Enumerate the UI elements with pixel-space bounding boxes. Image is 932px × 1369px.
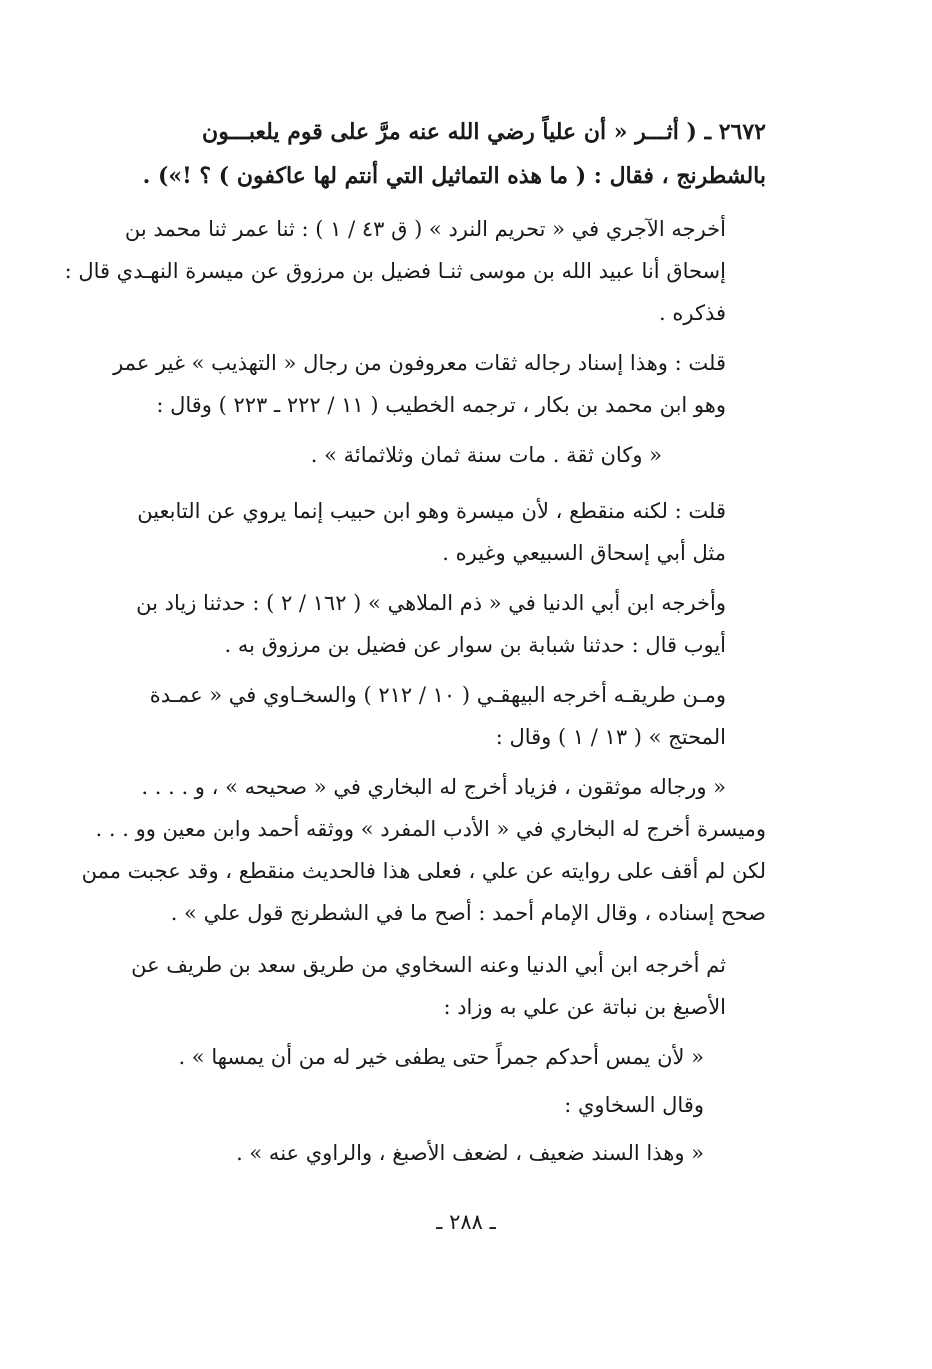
quote-sakhawi-long: [81, 766, 766, 934]
paragraph-line: قلت : لكنه منقطع ، لأن ميسرة وهو ابن حبيب إنما يروي عن التابعين: [137, 499, 726, 523]
page-body: [64, 110, 766, 1188]
hadith-heading: [96, 110, 766, 198]
quote-line: لكن لم أقف على روايته عن علي ، فعلى هذا فالحديث منقطع ، وقد عجبت ممن: [81, 859, 766, 883]
quote-daif: « وهذا السند ضعيف ، لضعف الأصبغ ، والراوي عنه » .: [236, 1141, 704, 1165]
paragraph-takhrij-ajurri: [64, 208, 766, 334]
quote-line: « ورجاله موثقون ، فزياد أخرج له البخاري في « صحيحه » ، و . . . .: [141, 775, 726, 799]
paragraph-line: ثم أخرجه ابن أبي الدنيا وعنه السخاوي من طريق سعد بن طريف عن: [131, 953, 726, 977]
paragraph-isnad-comment: [96, 342, 766, 426]
quote-line: وميسرة أخرج له البخاري في « الأدب المفرد » ووثقه أحمد وابن معين وو . . .: [95, 817, 766, 841]
paragraph-line: المحتج » ( ١٣ / ١ ) وقال :: [495, 725, 726, 749]
paragraph-bayhaqi: [96, 674, 766, 758]
paragraph-line: أيوب قال : حدثنا شبابة بن سوار عن فضيل بن مرزوق به .: [224, 633, 726, 657]
quote-addition: « لأن يمس أحدكم جمراً حتى يطفى خير له من أن يمسها » .: [178, 1045, 704, 1069]
quote-khatib: « وكان ثقة . مات سنة ثمان وثلاثمائة » .: [310, 443, 662, 467]
paragraph-line: مثل أبي إسحاق السبيعي وغيره .: [442, 541, 726, 565]
heading-line-2: بالشطرنج ، فقال : ( ما هذه التماثيل التي أنتم لها عاكفون ) ؟ !») .: [142, 163, 766, 189]
heading-line-1: ٢٦٧٢ ـ ( أثـــر « أن علياً رضي الله عنه مرَّ على قوم يلعبـــون: [202, 119, 766, 145]
paragraph-inqita: [96, 490, 766, 574]
paragraph-line: ومـن طريقـه أخرجه البيهقـي ( ١٠ / ٢١٢ ) والسخـاوي في « عمـدة: [149, 683, 726, 707]
paragraph-line: قلت : وهذا إسناد رجاله ثقات معروفون من رجال « التهذيب » غير عمر: [113, 351, 726, 375]
paragraph-line: فذكره .: [659, 301, 726, 325]
paragraph-line: إسحاق أنا عبيد الله بن موسى ثنـا فضيل بن مرزوق عن ميسرة النهـدي قال :: [64, 259, 726, 283]
paragraph-line: أخرجه الآجري في « تحريم النرد » ( ق ٤٣ / ١ ) : ثنا عمر ثنا محمد بن: [124, 217, 726, 241]
paragraph-asbagh: [96, 944, 766, 1028]
quote-line: صحح إسناده ، وقال الإمام أحمد : أصح ما في الشطرنج قول علي » .: [170, 901, 766, 925]
paragraph-line: الأصبغ بن نباتة عن علي به وزاد :: [443, 995, 726, 1019]
paragraph-line: وأخرجه ابن أبي الدنيا في « ذم الملاهي » ( ١٦٢ / ٢ ) : حدثنا زياد بن: [136, 591, 726, 615]
paragraph-line: وهو ابن محمد بن بكار ، ترجمه الخطيب ( ١١ / ٢٢٢ ـ ٢٢٣ ) وقال :: [156, 393, 726, 417]
sakhawi-said: وقال السخاوي :: [564, 1093, 704, 1117]
page-number: ـ ٢٨٨ ـ: [436, 1210, 496, 1234]
paragraph-ibn-abi-dunya: [96, 582, 766, 666]
